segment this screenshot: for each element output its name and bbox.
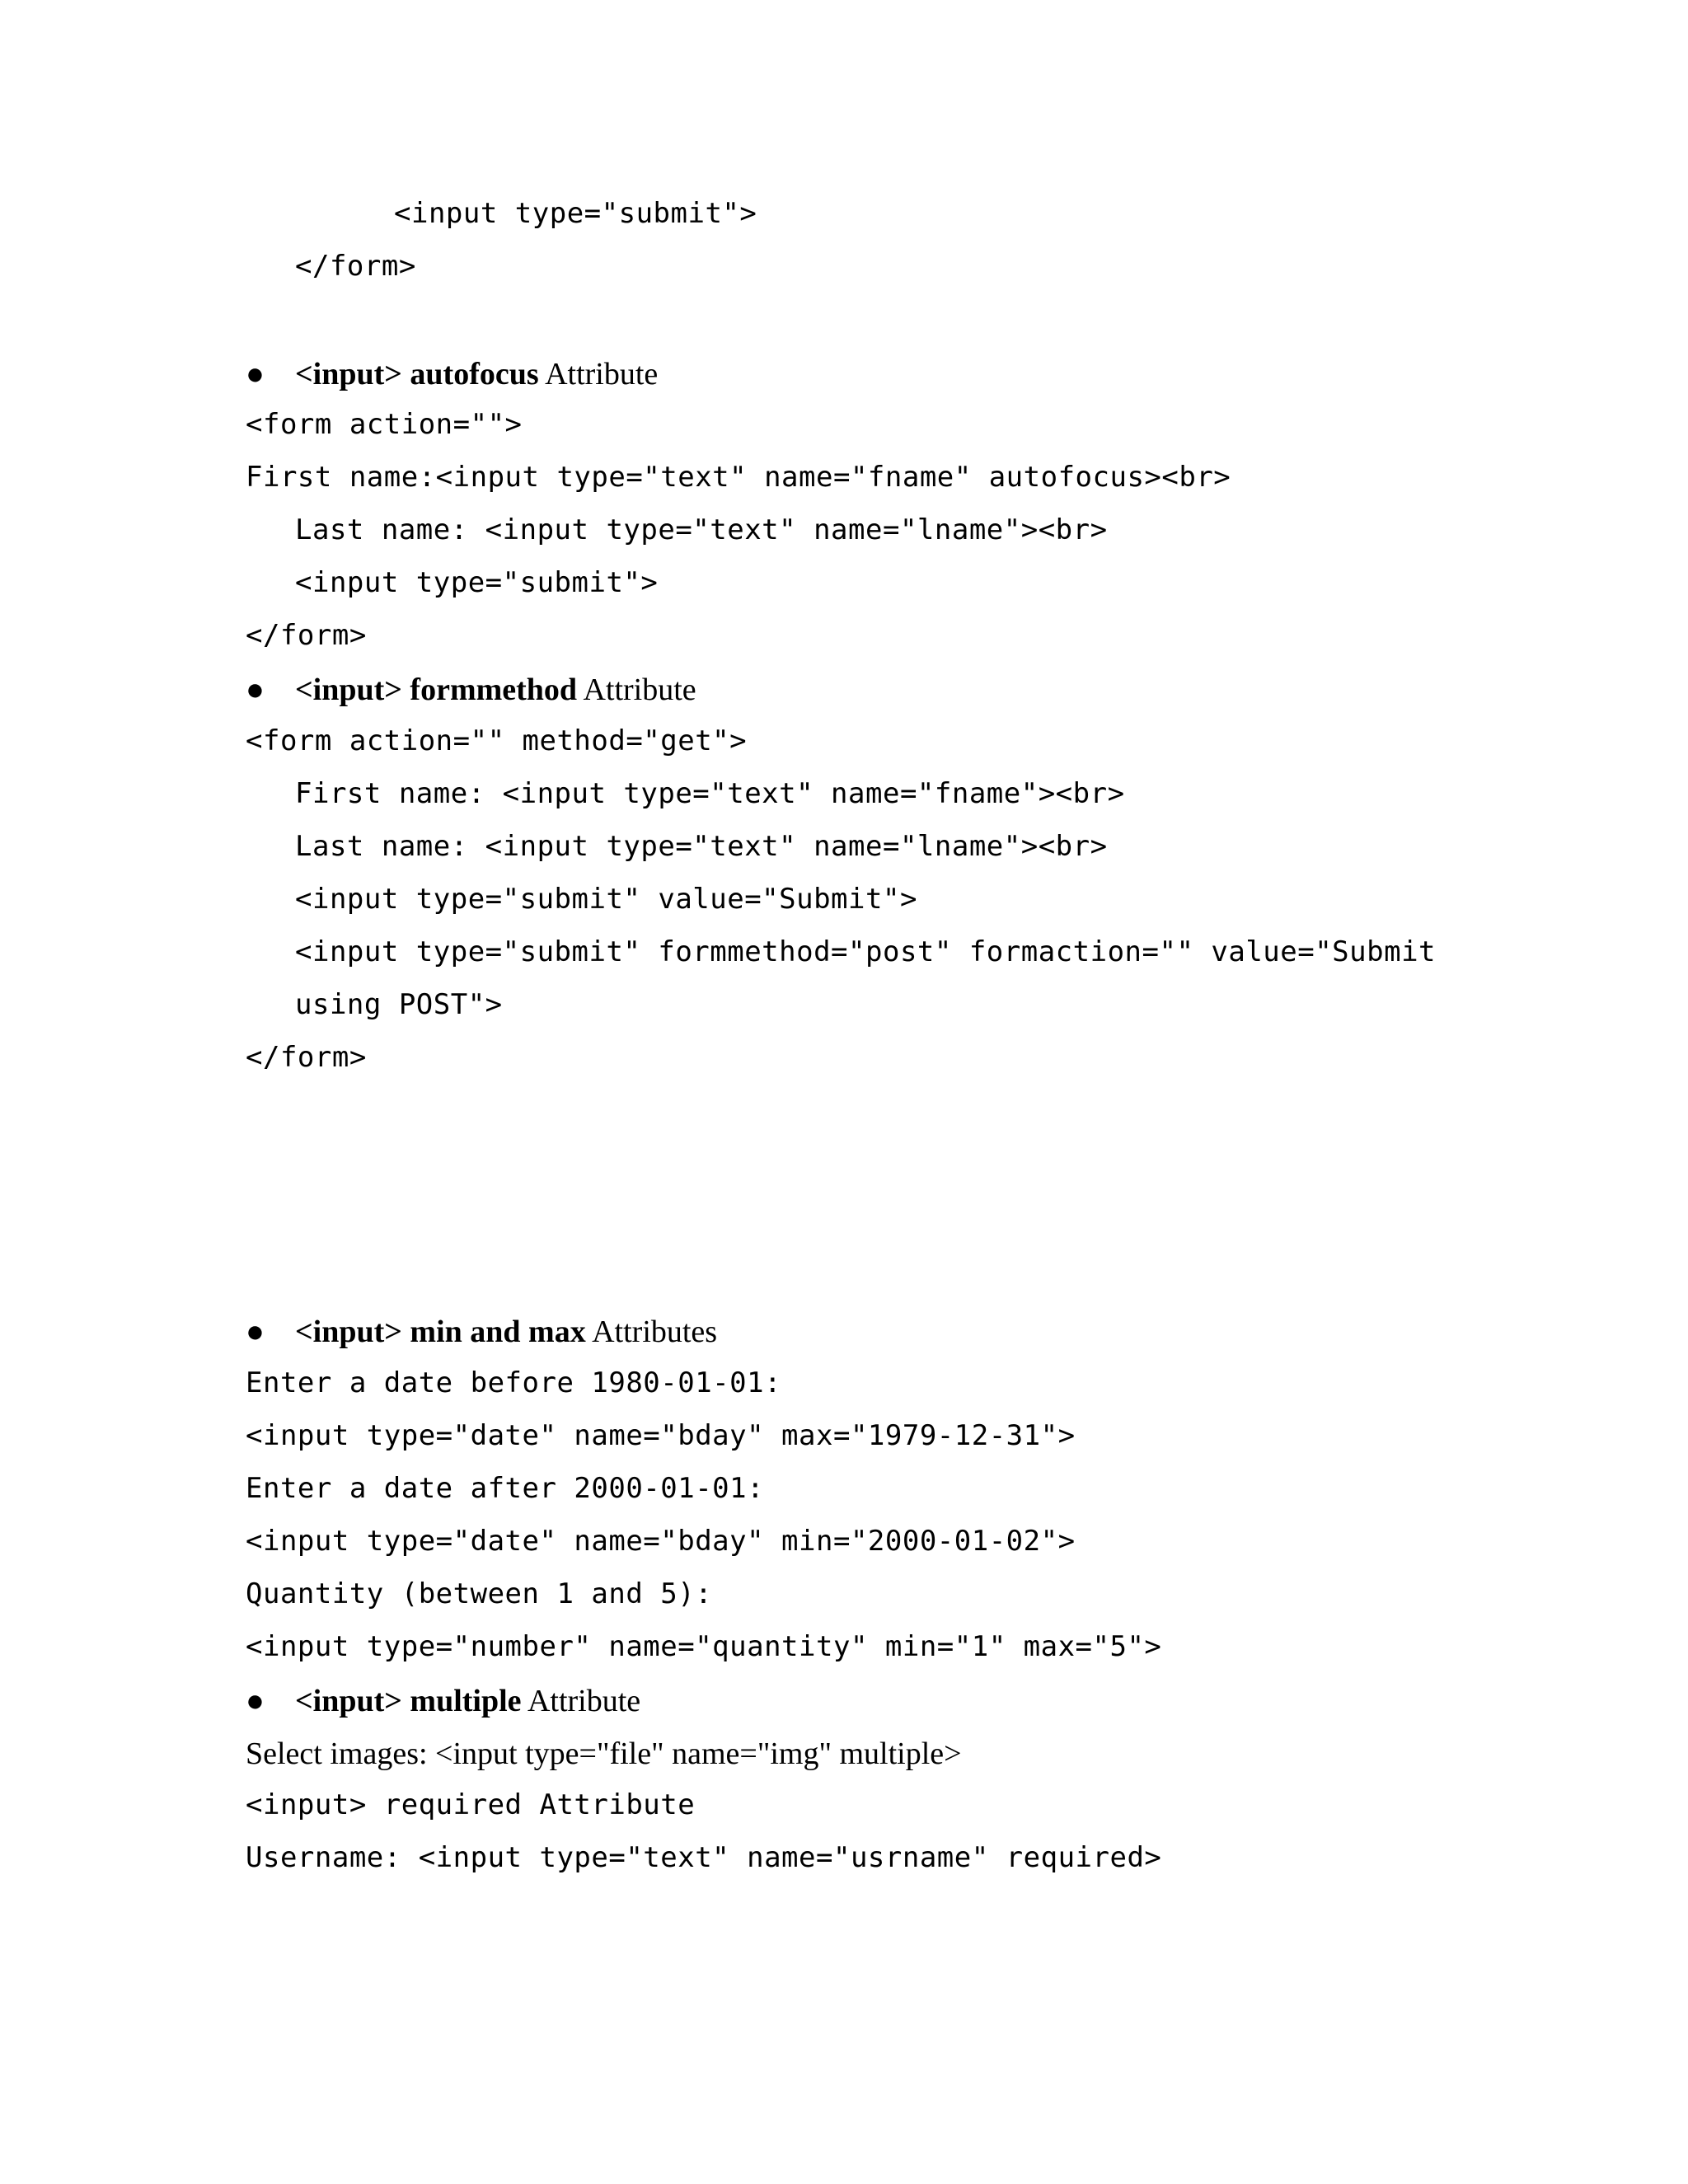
code-line: First name:<input type="text" name="fname" autofocus><br> (246, 461, 1231, 494)
code-line: Last name: <input type="text" name="lname"><br> (295, 830, 1108, 863)
code-line: Enter a date after 2000-01-01: (246, 1472, 765, 1505)
heading-keyword: formmethod (410, 673, 578, 707)
code-line: <input type="date" name="bday" min="2000-01-02"> (246, 1525, 1076, 1558)
code-line: Username: <input type="text" name="usrname" required> (246, 1841, 1162, 1874)
code-line: <input type="submit" value="Submit"> (295, 883, 917, 916)
heading-keyword: multiple (410, 1684, 522, 1718)
code-line: Enter a date before 1980-01-01: (246, 1366, 782, 1399)
bullet-icon: ● (246, 1315, 265, 1349)
heading-suffix: Attribute (527, 1684, 641, 1718)
code-line: </form> (295, 250, 416, 283)
code-line: <input type="number" name="quantity" min="1" max="5"> (246, 1630, 1162, 1663)
code-line: <input type="submit" formmethod="post" formaction="" value="Submit (295, 935, 1437, 968)
heading-suffix: Attribute (545, 357, 659, 391)
code-line: <form action=""> (246, 408, 523, 441)
heading-tag: <input> (295, 1684, 402, 1718)
heading-suffix: Attributes (592, 1315, 718, 1349)
heading-keyword: min and max (410, 1315, 586, 1349)
code-line: <input type="submit"> (394, 197, 757, 230)
code-line: First name: <input type="text" name="fname"><br> (295, 777, 1125, 810)
bullet-icon: ● (246, 357, 265, 391)
bullet-icon: ● (246, 1684, 265, 1718)
code-line: <form action="" method="get"> (246, 724, 748, 757)
code-line: <input> required Attribute (246, 1788, 696, 1821)
code-line: Last name: <input type="text" name="lname"><br> (295, 513, 1108, 546)
heading-tag: <input> (295, 357, 402, 391)
code-line: </form> (246, 1041, 367, 1074)
heading-tag: <input> (295, 673, 402, 707)
code-line: using POST"> (295, 988, 503, 1021)
code-line: <input type="date" name="bday" max="1979-12-31"> (246, 1419, 1076, 1452)
code-line: </form> (246, 619, 367, 652)
text-line: Select images: <input type="file" name="img" multiple> (246, 1736, 962, 1771)
code-line: <input type="submit"> (295, 566, 659, 599)
code-line: Quantity (between 1 and 5): (246, 1577, 713, 1610)
heading-keyword: autofocus (410, 357, 539, 391)
heading-suffix: Attribute (583, 673, 696, 707)
bullet-icon: ● (246, 673, 265, 707)
heading-tag: <input> (295, 1315, 402, 1349)
